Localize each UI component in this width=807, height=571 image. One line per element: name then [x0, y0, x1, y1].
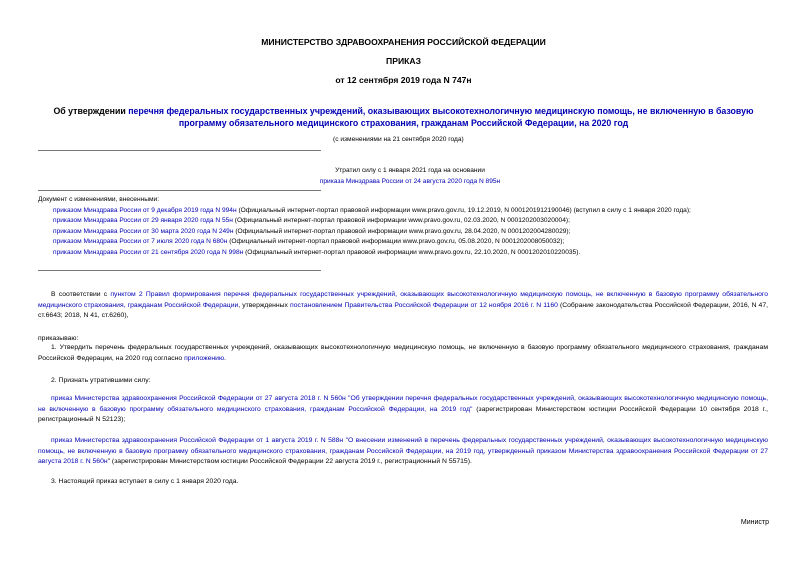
order-word: приказываю:: [38, 335, 79, 342]
title-link-line2[interactable]: программу обязательного медицинского страхования, гражданам Российской Федерации, на 2020 год: [178, 118, 629, 128]
signature-title: Министр: [740, 519, 769, 526]
document-title: [0, 105, 807, 129]
repealed-order-1-link[interactable]: приказ Министерства здравоохранения Российской Федерации от 27 августа 2018 г. N 560н "Об утверждении перечня федеральных государственных учреждений, оказывающих высокотехнологичную медицинскую помощь, не включенную в базовую программу обязательного медицинского страхования, гражданам Российской Федерации, на 2019 год": [38, 395, 768, 413]
document-date: от 12 сентября 2019 года N 747н: [335, 75, 472, 85]
divider: [38, 150, 321, 151]
amendment-link[interactable]: приказом Минздрава России от 9 декабря 2019 года N 994н: [53, 206, 237, 214]
resolution-link[interactable]: постановлением Правительства Российской Федерации от 12 ноября 2016 г. N 1160: [290, 301, 558, 309]
rules-link[interactable]: пунктом 2 Правил формирования перечня федеральных государственных учреждений, оказывающих высокотехнологичную медицинскую помощь, не включенную в базовую программу обязательного медицинского страхования, гражданам Российской Федерации: [38, 291, 768, 309]
title-link-line1[interactable]: перечня федеральных государственных учреждений, оказывающих высокотехнологичную медицинскую помощь, не включенную в базовую: [128, 106, 754, 116]
list-item: приказом Минздрава России от 7 июля 2020 года N 680н (Официальный интернет-портал правовой информации www.pravo.gov.ru, 05.08.2020, N 0001202008050032);: [53, 238, 565, 246]
preamble-paragraph: В соответствии с пунктом 2 Правил формирования перечня федеральных государственных учреждений, оказывающих высокотехнологичную медицинскую помощь, не включенную в базовую программу обязательного медицинского страхования, гражданам Российской Федерации, утвержденных постановлением Правительства Российской Федерации от 12 ноября 2016 г. N 1160 (Собрание законодательства Российской Федерации, 2016, N 47, ст.6643; 2018, N 41, ст.6260),: [38, 291, 769, 319]
list-item: приказом Минздрава России от 9 декабря 2019 года N 994н (Официальный интернет-портал правовой информации www.pravo.gov.ru, 19.12.2019, N 0001201912190046) (вступил в силу с 1 января 2020 года);: [53, 206, 691, 214]
clause-1: 1. Утвердить перечень федеральных государственных учреждений, оказывающих высокотехнологичную медицинскую помощь, не включенную в базовую программу обязательного медицинского страхования, гражданам Российской Федерации, на 2020 год согласно приложению.: [38, 344, 768, 362]
expired-text: Утратил силу с 1 января 2021 года на основании: [335, 167, 485, 174]
divider: [38, 270, 321, 271]
clause-2: 2. Признать утратившими силу:: [51, 377, 151, 384]
divider: [38, 190, 321, 191]
title-prefix: Об утверждении: [53, 106, 129, 116]
list-item: приказом Минздрава России от 21 сентября 2020 года N 998н (Официальный интернет-портал правовой информации www.pravo.gov.ru, 22.10.2020, N 0001202010220035).: [53, 248, 581, 256]
list-item: приказом Минздрава России от 30 марта 2020 года N 249н (Официальный интернет-портал правовой информации www.pravo.gov.ru, 28.04.2020, N 0001202004280029);: [53, 227, 571, 235]
amendment-link[interactable]: приказом Минздрава России от 30 марта 2020 года N 249н: [53, 227, 234, 235]
appendix-link[interactable]: приложению: [184, 354, 225, 362]
clause-3: 3. Настоящий приказ вступает в силу с 1 января 2020 года.: [51, 478, 239, 485]
document-type: ПРИКАЗ: [386, 56, 421, 66]
changes-list: [38, 195, 778, 259]
changes-heading: Документ с изменениями, внесенными:: [38, 196, 160, 203]
repealed-order-2: приказ Министерства здравоохранения Российской Федерации от 1 августа 2019 г. N 588н "О внесении изменений в перечень федеральных государственных учреждений, оказывающих высокотехнологичную медицинскую помощь, не включенную в базовую программу обязательного медицинского страхования, гражданам Российской Федерации, на 2019 год, утвержденный приказом Министерства здравоохранения Российской Федерации от 27 августа 2018 г. N 560н" (зарегистрирован Министерством юстиции Российской Федерации 22 августа 2019 г., регистрационный N 55715).: [38, 437, 768, 465]
expired-block: [310, 166, 510, 187]
amendment-link[interactable]: приказом Минздрава России от 21 сентября 2020 года N 998н: [53, 248, 244, 256]
repealed-order-2-link[interactable]: приказ Министерства здравоохранения Российской Федерации от 1 августа 2019 г. N 588н "О внесении изменений в перечень федеральных государственных учреждений, оказывающих высокотехнологичную медицинскую помощь, не включенную в базовую программу обязательного медицинского страхования, гражданам Российской Федерации, на 2019 год, утвержденный приказом Министерства здравоохранения Российской Федерации: [38, 437, 768, 455]
order-560n-link[interactable]: от 27 августа 2018 г. N 560н: [38, 447, 768, 465]
amended-note: (с изменениями на 21 сентября 2020 года): [333, 136, 464, 143]
amendment-link[interactable]: приказом Минздрава России от 29 января 2020 года N 55н: [53, 217, 233, 225]
ministry-name: МИНИСТЕРСТВО ЗДРАВООХРАНЕНИЯ РОССИЙСКОЙ ФЕДЕРАЦИИ: [261, 37, 546, 47]
expired-link[interactable]: приказа Минздрава России от 24 августа 2020 года N 895н: [319, 177, 501, 185]
list-item: приказом Минздрава России от 29 января 2020 года N 55н (Официальный интернет-портал правовой информации www.pravo.gov.ru, 02.03.2020, N 0001202003020004);: [53, 217, 570, 225]
amendment-link[interactable]: приказом Минздрава России от 7 июля 2020 года N 680н: [53, 238, 228, 246]
repealed-order-1: приказ Министерства здравоохранения Российской Федерации от 27 августа 2018 г. N 560н "Об утверждении перечня федеральных государственных учреждений, оказывающих высокотехнологичную медицинскую помощь, не включенную в базовую программу обязательного медицинского страхования, гражданам Российской Федерации, на 2019 год" (зарегистрирован Министерством юстиции Российской Федерации 10 сентября 2018 г., регистрационный N 52123);: [38, 395, 768, 423]
